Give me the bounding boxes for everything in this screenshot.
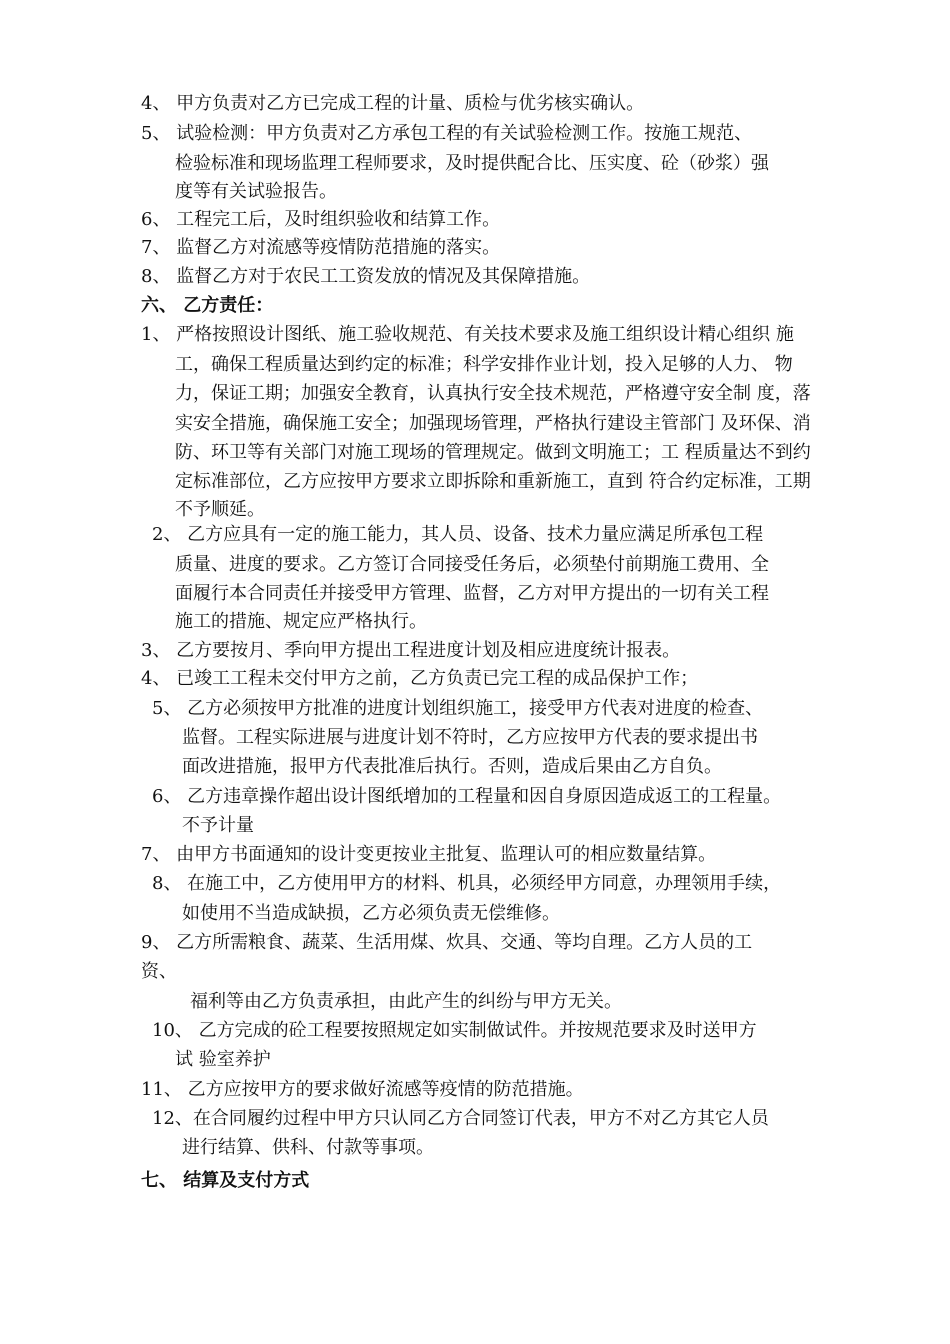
clause-b9-cont: 福利等由乙方负责承担，由此产生的纠纷与甲方无关。 xyxy=(190,991,622,1012)
clause-a5: 5、 试验检测：甲方负责对乙方承包工程的有关试验检测工作。按施工规范、 xyxy=(141,123,753,144)
clause-b1: 1、 严格按照设计图纸、施工验收规范、有关技术要求及施工组织设计精心组织 施 xyxy=(141,324,794,345)
clause-b3: 3、 乙方要按月、季向甲方提出工程进度计划及相应进度统计报表。 xyxy=(141,640,681,661)
clause-b1-cont: 实安全措施，确保施工安全；加强现场管理，严格执行建设主管部门 及环保、消 xyxy=(175,413,811,434)
clause-b11: 11、 乙方应按甲方的要求做好流感等疫情的防范措施。 xyxy=(141,1079,584,1100)
clause-b2-cont: 质量、进度的要求。乙方签订合同接受任务后，必须垫付前期施工费用、全 xyxy=(175,554,769,575)
clause-b1-cont: 力，保证工期；加强安全教育，认真执行安全技术规范，严格遵守安全制 度，落 xyxy=(175,383,811,404)
clause-b10: 10、 乙方完成的砼工程要按照规定如实制做试件。并按规范要求及时送甲方 xyxy=(152,1020,757,1041)
clause-b8: 8、 在施工中，乙方使用甲方的材料、机具，必须经甲方同意，办理领用手续， xyxy=(152,873,782,894)
clause-b1-cont: 不予顺延。 xyxy=(175,499,265,520)
clause-b8-cont: 如使用不当造成缺损，乙方必须负责无偿维修。 xyxy=(182,903,560,924)
clause-b2: 2、 乙方应具有一定的施工能力，其人员、设备、技术力量应满足所承包工程 xyxy=(152,524,764,545)
clause-b5-cont: 监督。工程实际进展与进度计划不符时，乙方应按甲方代表的要求提出书 xyxy=(182,727,758,748)
section-heading-7: 七、 结算及支付方式 xyxy=(141,1170,310,1191)
clause-a4: 4、 甲方负责对乙方已完成工程的计量、质检与优劣核实确认。 xyxy=(141,93,645,114)
section-heading-6: 六、 乙方责任： xyxy=(141,295,274,316)
clause-b1-cont: 定标准部位，乙方应按甲方要求立即拆除和重新施工，直到 符合约定标准，工期 xyxy=(175,471,811,492)
clause-b9-cont: 资、 xyxy=(141,961,177,982)
clause-b7: 7、 由甲方书面通知的设计变更按业主批复、监理认可的相应数量结算。 xyxy=(141,844,717,865)
clause-b12: 12、在合同履约过程中甲方只认同乙方合同签订代表，甲方不对乙方其它人员 xyxy=(152,1108,769,1129)
clause-b5: 5、 乙方必须按甲方批准的进度计划组织施工，接受甲方代表对进度的检查、 xyxy=(152,698,764,719)
clause-a7: 7、 监督乙方对流感等疫情防范措施的落实。 xyxy=(141,237,501,258)
clause-a8: 8、 监督乙方对于农民工工资发放的情况及其保障措施。 xyxy=(141,266,591,287)
clause-b10-cont: 试 验室养护 xyxy=(175,1049,271,1070)
clause-b2-cont: 施工的措施、规定应严格执行。 xyxy=(175,611,427,632)
clause-b12-cont: 进行结算、供科、付款等事项。 xyxy=(182,1137,434,1158)
clause-a6: 6、 工程完工后，及时组织验收和结算工作。 xyxy=(141,209,501,230)
clause-b6: 6、 乙方违章操作超出设计图纸增加的工程量和因自身原因造成返工的工程量。 xyxy=(152,786,782,807)
clause-b1-cont: 防、环卫等有关部门对施工现场的管理规定。做到文明施工；工 程质量达不到约 xyxy=(175,442,811,463)
clause-b1-cont: 工，确保工程质量达到约定的标准；科学安排作业计划，投入足够的人力、 物 xyxy=(175,354,793,375)
clause-b9: 9、 乙方所需粮食、蔬菜、生活用煤、炊具、交通、等均自理。乙方人员的工 xyxy=(141,932,753,953)
clause-b5-cont: 面改进措施，报甲方代表批准后执行。否则，造成后果由乙方自负。 xyxy=(182,756,722,777)
clause-a5-cont: 度等有关试验报告。 xyxy=(175,181,337,202)
clause-a5-cont: 检验标准和现场监理工程师要求，及时提供配合比、压实度、砼（砂浆）强 xyxy=(175,153,769,174)
clause-b6-cont: 不予计量 xyxy=(182,815,254,836)
clause-b2-cont: 面履行本合同责任并接受甲方管理、监督，乙方对甲方提出的一切有关工程 xyxy=(175,583,769,604)
clause-b4: 4、 已竣工工程未交付甲方之前，乙方负责已完工程的成品保护工作； xyxy=(141,668,699,689)
